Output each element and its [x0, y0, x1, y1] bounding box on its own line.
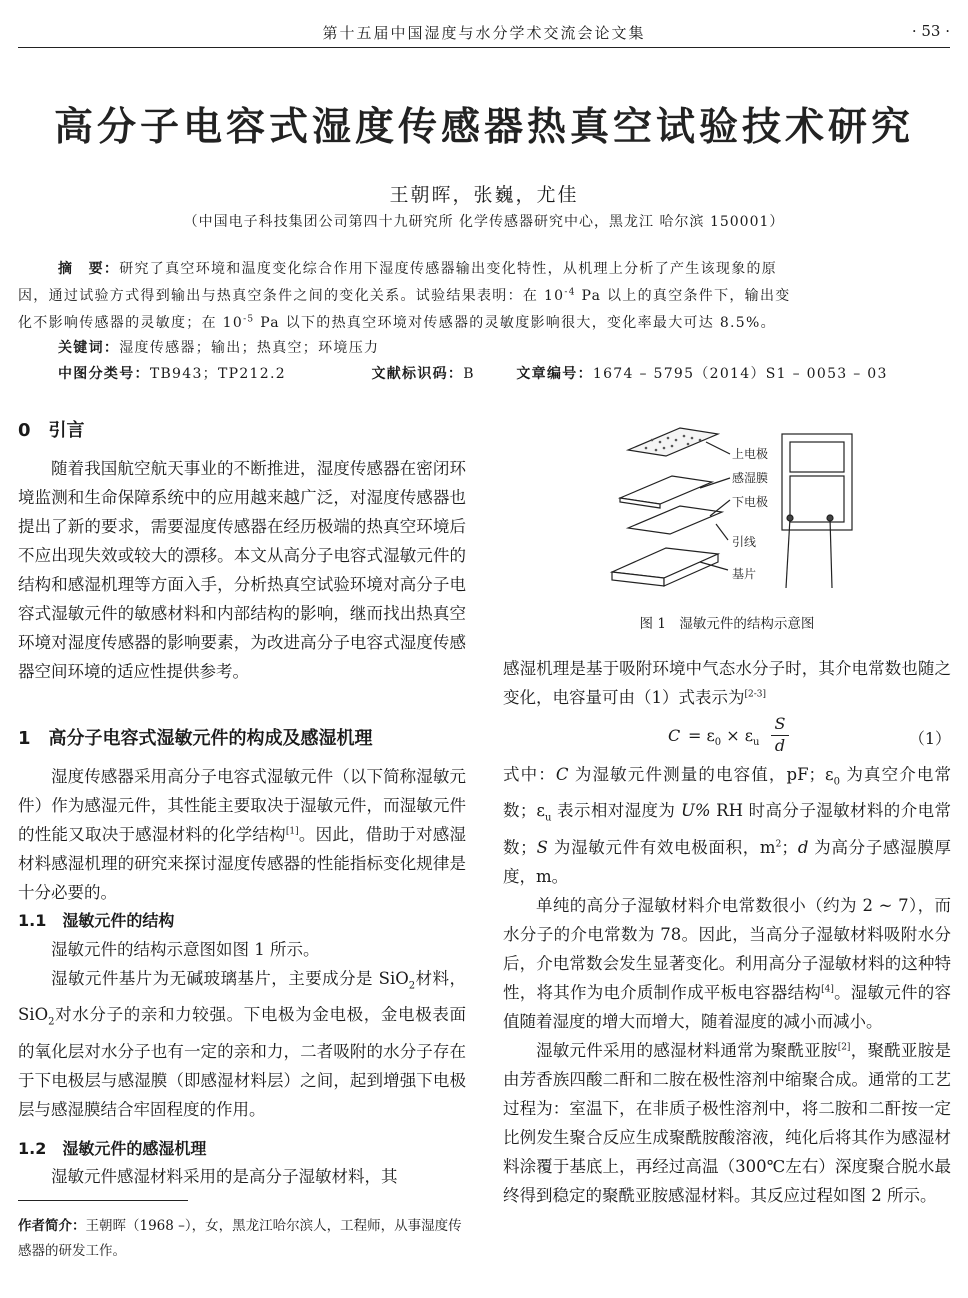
subsection-1-1-body: 湿敏元件的结构示意图如图 1 所示。 湿敏元件基片为无碱玻璃基片，主要成分是 SiO$_2$材料，SiO$_2$对水分子的亲和力较强。下电极为金电极，金电极表面的氧化层对水分子也有一定的亲和力，二者吸附的水分子存在于下电极层与感湿膜（即感湿材料层）之间，起到增强下电极层与感湿膜结合牢固程度的作用。: [18, 940, 466, 1119]
classification-line: 中图分类号：TB943；TP212.2 文献标识码：B 文章编号：1674 – 5795（2014）S1 – 0053 – 03: [58, 366, 888, 382]
figure-1-diagram: [600, 420, 860, 598]
footnote-rule: [18, 1200, 188, 1201]
right-para-2: 式中：C 为湿敏元件测量的电容值，pF；$\varepsilon_0$ 为真空介电常数；$\varepsilon_u$ 表示相对湿度为 U% RH 时高分子湿敏材料的介电常数；S 为湿敏元件有效电极面积，$m^2$；d 为高分子感湿膜厚度，m。 单纯的高分子湿敏材料介电常数很小（约为 2 ~ 7），而水分子的介电常数为 78。因此，当高分子湿敏材料吸附水分后，介电常数会发生显著变化。利用高分子湿敏材料的这种特性，将其作为电介质制作成平板电容器结构[4]。湿敏元件的容值随着湿度的增大而增大，随着湿度的减小而减小。 湿敏元件采用的感湿材料通常为聚酰亚胺[2]，聚酰亚胺是由芳香族四酸二酐和二胺在极性溶剂中缩聚合成。通常的工艺过程为：室温下，在非质子极性溶剂中，将二胺和二酐按一定比例发生聚合反应生成聚酰胺酸溶液，纯化后将其作为感湿材料涂覆于基底上，再经过高温（300℃左右）深度聚合脱水最终得到稳定的聚酰亚胺感湿材料。其反应过程如图 2 所示。: [503, 765, 952, 1205]
section-1-paragraph: 湿度传感器采用高分子电容式湿敏元件（以下简称湿敏元件）作为感湿元件，其性能主要取决于湿敏元件，而湿敏元件的性能又取决于感湿材料的化学结构[1]。因此，借助于对感湿材料感湿机理的研究来探讨湿度传感器的性能指标变化规律是十分必要的。: [18, 767, 467, 902]
right-para-1: 感湿机理是基于吸附环境中气态水分子时，其介电常数也随之变化，电容量可由（1）式表示为[2-3]: [503, 659, 951, 707]
subsection-1-1-heading: 1.1 湿敏元件的结构: [18, 911, 175, 930]
figure-1-caption: 图 1 湿敏元件的结构示意图: [639, 616, 815, 632]
abstract-line-3: 化不影响传感器的灵敏度；在 $10^{-5}$ Pa 以下的热真空环境对传感器的灵敏度影响很大，变化率最大可达 8.5%。: [18, 314, 776, 331]
subsection-1-2-heading: 1.2 湿敏元件的感湿机理: [18, 1139, 207, 1158]
figure-label-top-electrode: 上电极: [732, 447, 769, 461]
header-rule: [18, 47, 950, 48]
running-header: [0, 22, 968, 44]
page-number: · 53 ·: [911, 22, 950, 40]
equation-number: （1）: [908, 729, 951, 748]
paper-title: 高分子电容式湿度传感器热真空试验技术研究: [53, 105, 914, 150]
section-0-body: [18, 454, 466, 686]
figure-label-humidity-film: 感湿膜: [732, 471, 769, 485]
journal-title: 第十五届中国湿度与水分学术交流会论文集: [322, 24, 646, 42]
section-1-body: [18, 762, 466, 907]
figure-label-substrate: 基片: [732, 567, 757, 581]
abstract-label: 摘 要：: [58, 261, 120, 277]
keywords: 湿度传感器；输出；热真空；环境压力: [119, 340, 380, 356]
equation-1: C = $\varepsilon_0 \times \varepsilon_u$ S d （1）: [668, 714, 951, 755]
subsection-1-2-body: 湿敏元件感湿材料采用的是高分子湿敏材料，其: [51, 1167, 398, 1186]
top-electrode-layer: [628, 428, 718, 456]
keywords-label: 关键词：: [58, 340, 120, 356]
abstract-line-2: 因，通过试验方式得到输出与热真空条件之间的变化关系。试验结果表明：在 $10^{-4}$ Pa 以上的真空条件下，输出变: [18, 287, 791, 304]
author-footnote: 作者简介：王朝晖（1968 –），女，黑龙江哈尔滨人，工程师，从事湿度传感器的研发工作。: [18, 1218, 462, 1259]
keywords-line: [58, 335, 968, 362]
authors: 王朝晖，张巍，尤佳: [389, 184, 579, 206]
abstract-line-1: 摘 要：研究了真空环境和温度变化综合作用下湿度传感器输出变化特性，从机理上分析了产生该现象的原: [58, 261, 778, 277]
intro-paragraph: 随着我国航空航天事业的不断推进，湿度传感器在密闭环境监测和生命保障系统中的应用越来越广泛，对湿度传感器也提出了新的要求，需要湿度传感器在经历极端的热真空环境后不应出现失效或较大的漂移。本文从高分子电容式湿敏元件的结构和感湿机理等方面入手，分析热真空试验环境对高分子电容式湿敏元件的敏感材料和内部结构的影响，继而找出热真空环境对湿度传感器的影响要素，为改进高分子电容式湿度传感器空间环境的适应性提供参考。: [18, 459, 466, 681]
affiliation: （中国电子科技集团公司第四十九研究所 化学传感器研究中心，黑龙江 哈尔滨 150001）: [183, 214, 785, 230]
section-1-heading: 1 高分子电容式湿敏元件的构成及感湿机理: [18, 728, 373, 749]
section-0-heading: 0 引言: [18, 420, 85, 441]
article-number: 1674 – 5795（2014）S1 – 0053 – 03: [592, 366, 888, 382]
lower-electrode-layer: [628, 506, 722, 534]
figure-label-lead: 引线: [732, 535, 757, 549]
clc-number: TB943；TP212.2: [149, 366, 286, 382]
figure-label-lower-electrode: 下电极: [732, 495, 769, 509]
doc-code: B: [463, 366, 475, 382]
